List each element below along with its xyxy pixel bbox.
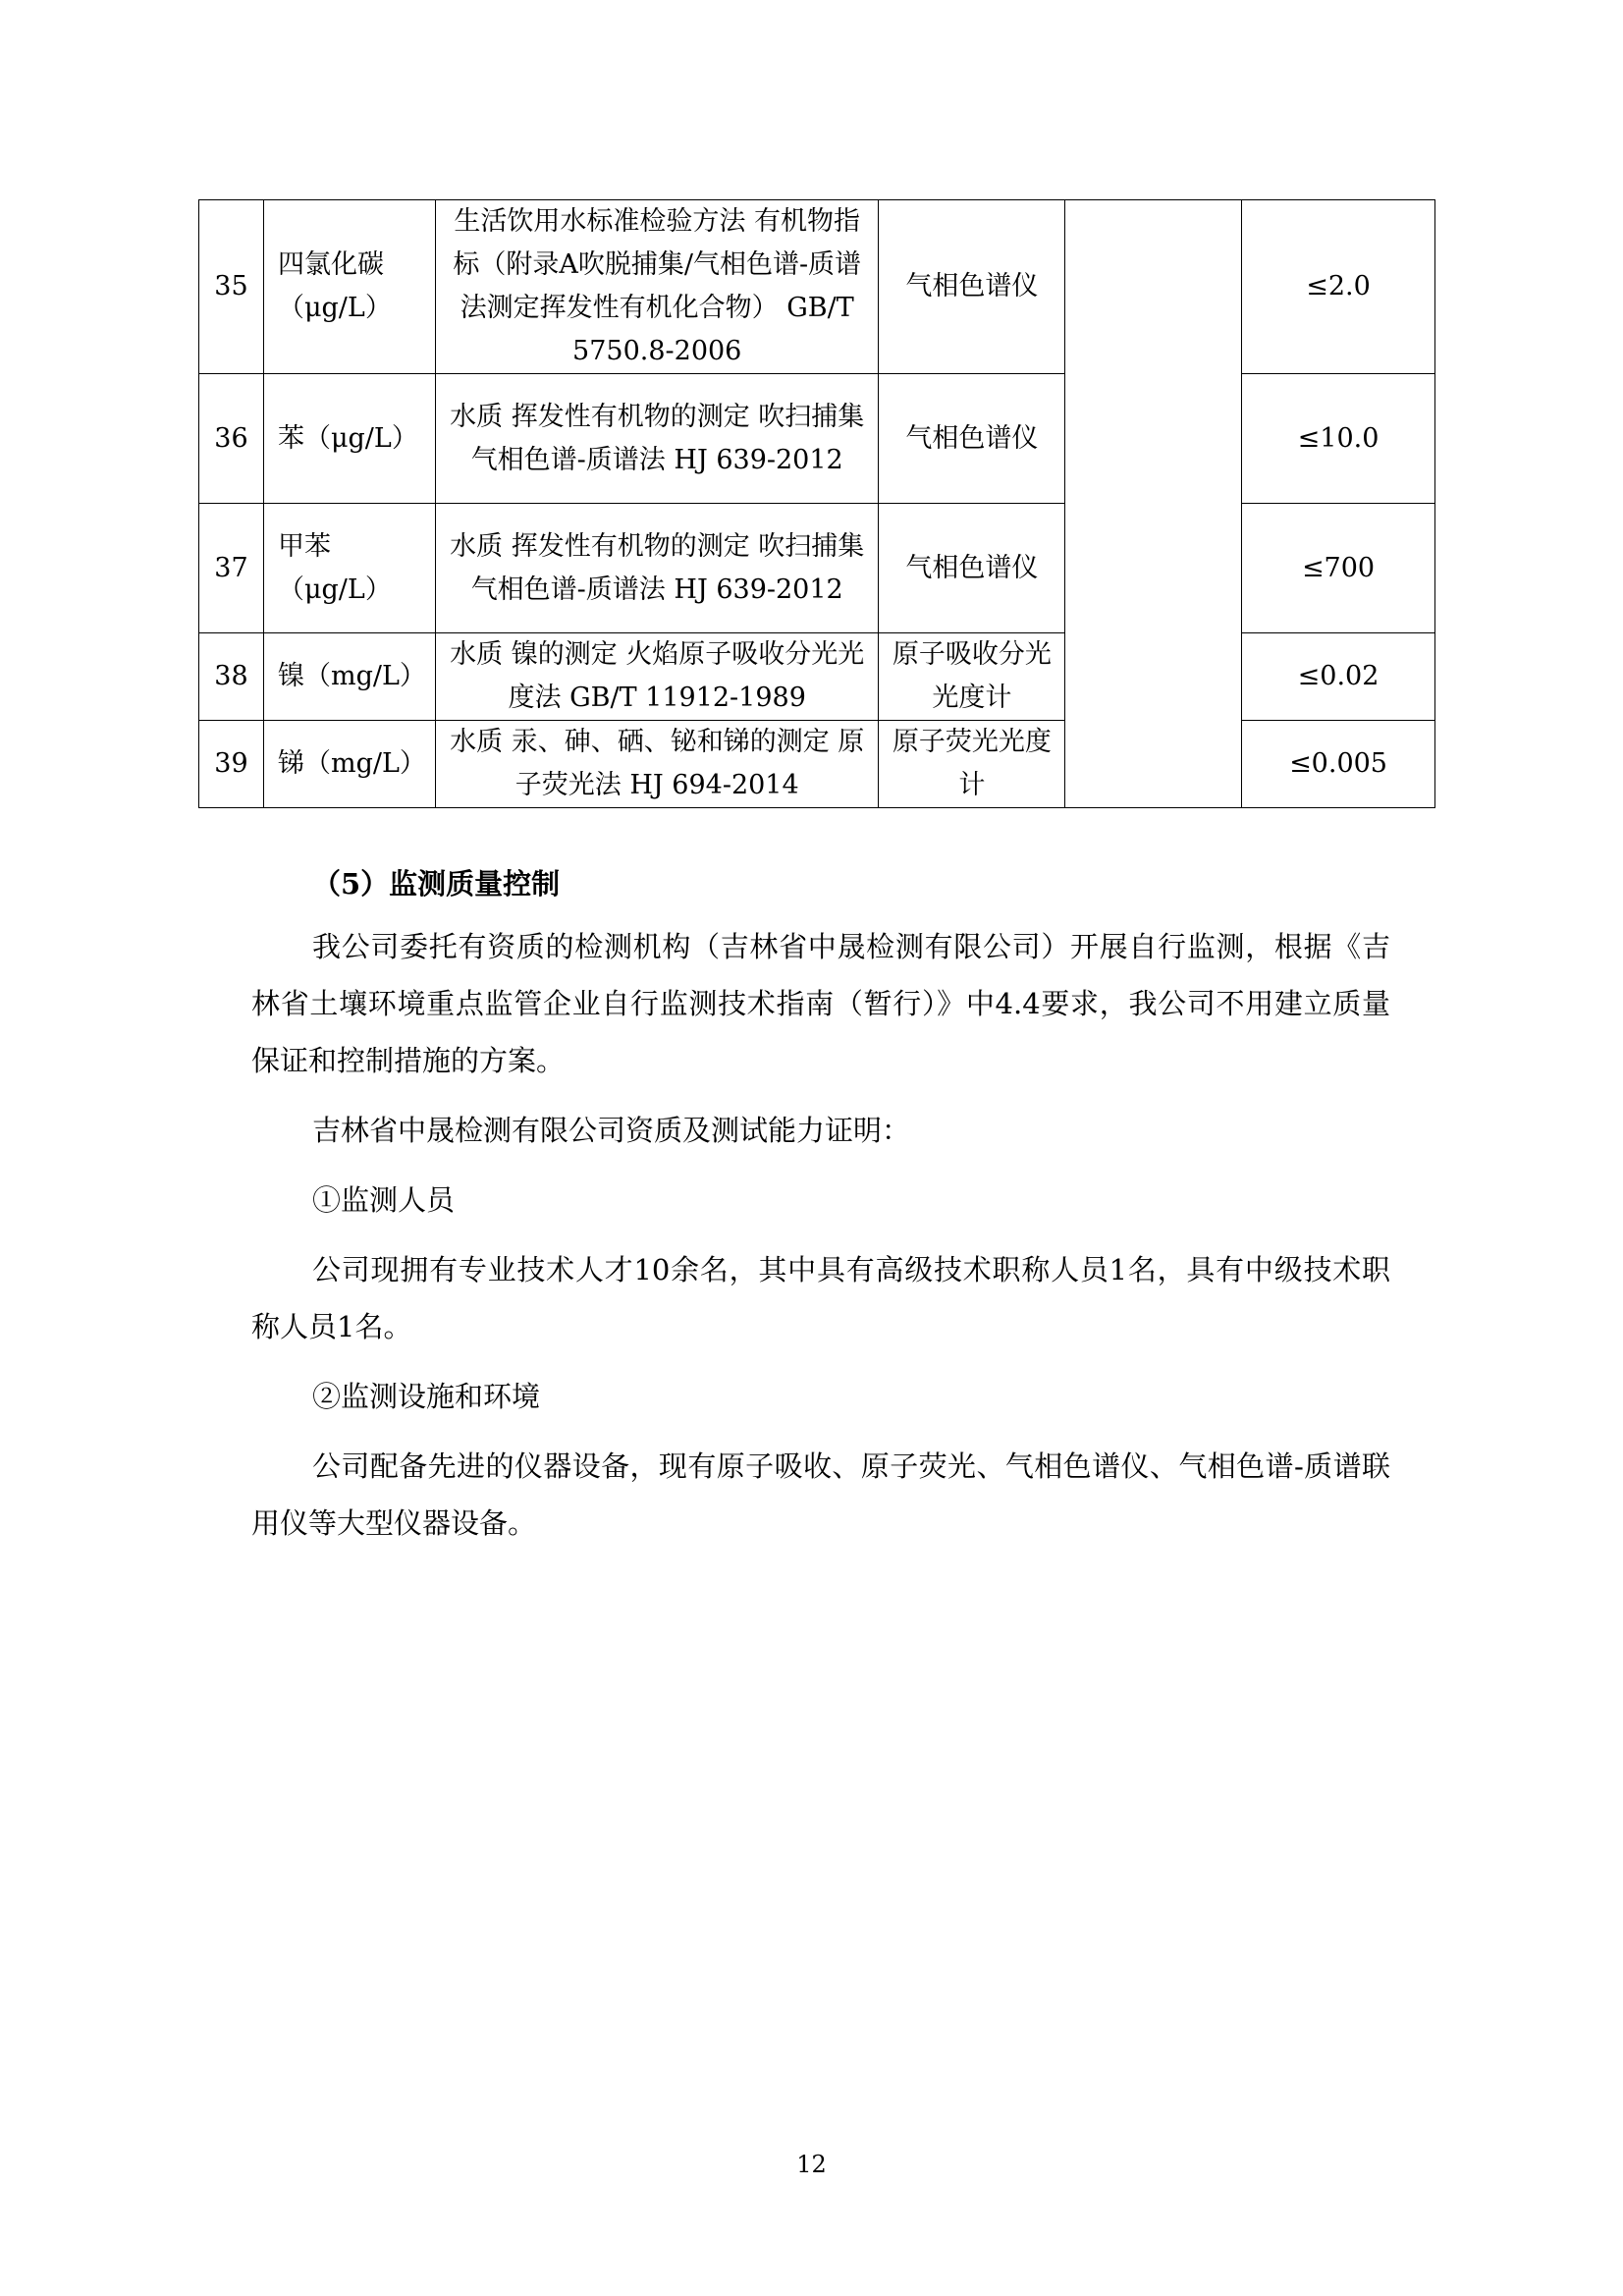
table-row — [199, 633, 1435, 721]
paragraph: 公司现拥有专业技术人才10余名，其中具有高级技术职称人员1名，具有中级技术职称人员1名。 — [251, 1253, 1390, 1343]
parameter-name — [263, 633, 435, 721]
instrument: 原子荧光光度计 — [879, 721, 1065, 808]
row-number: 36 — [199, 374, 264, 504]
analysis-method: 水质 挥发性有机物的测定 吹扫捕集气相色谱-质谱法 HJ 639-2012 — [435, 504, 879, 633]
paragraph: 我公司委托有资质的检测机构（吉林省中晟检测有限公司）开展自行监测，根据《吉林省土壤环境重点监管企业自行监测技术指南（暂行）》中4.4要求，我公司不用建立质量保证和控制措施的方案。 — [251, 930, 1390, 1077]
section-body — [251, 918, 1390, 1564]
parameter-name-line: 镍（mg/L） — [277, 661, 426, 691]
limit-value: ≤2.0 — [1242, 200, 1435, 374]
merged-blank-cell — [1065, 200, 1242, 808]
parameter-name — [263, 504, 435, 633]
paragraph: 吉林省中晟检测有限公司资质及测试能力证明： — [312, 1114, 911, 1147]
instrument: 原子吸收分光光度计 — [879, 633, 1065, 721]
analysis-method: 水质 镍的测定 火焰原子吸收分光光度法 GB/T 11912-1989 — [435, 633, 879, 721]
parameter-name — [263, 374, 435, 504]
row-number: 37 — [199, 504, 264, 633]
paragraph: ②监测设施和环境 — [312, 1380, 541, 1413]
instrument: 气相色谱仪 — [879, 504, 1065, 633]
parameter-name — [263, 200, 435, 374]
page-number: 12 — [796, 2151, 827, 2178]
row-number: 38 — [199, 633, 264, 721]
table-row — [199, 200, 1435, 374]
parameter-name-line: 四氯化碳 — [277, 249, 384, 280]
parameter-name — [263, 721, 435, 808]
analysis-method: 生活饮用水标准检验方法 有机物指标（附录A吹脱捕集/气相色谱-质谱法测定挥发性有机化合物） GB/T 5750.8-2006 — [435, 200, 879, 374]
row-number: 39 — [199, 721, 264, 808]
table-row — [199, 374, 1435, 504]
limit-value: ≤10.0 — [1242, 374, 1435, 504]
limit-value: ≤0.005 — [1242, 721, 1435, 808]
limit-value: ≤0.02 — [1242, 633, 1435, 721]
parameter-name-line: 苯（μg/L） — [277, 422, 418, 454]
paragraph: 公司配备先进的仪器设备，现有原子吸收、原子荧光、气相色谱仪、气相色谱-质谱联用仪等大型仪器设备。 — [251, 1449, 1390, 1540]
paragraph: ①监测人员 — [312, 1183, 456, 1217]
row-number: 35 — [199, 200, 264, 374]
parameter-name-line: 甲苯 — [277, 530, 331, 562]
instrument: 气相色谱仪 — [879, 374, 1065, 504]
parameter-unit-line: （μg/L） — [277, 574, 392, 605]
limit-value: ≤700 — [1242, 504, 1435, 633]
monitoring-methods-table — [198, 199, 1435, 808]
analysis-method: 水质 挥发性有机物的测定 吹扫捕集气相色谱-质谱法 HJ 639-2012 — [435, 374, 879, 504]
section-heading: （5）监测质量控制 — [312, 867, 561, 901]
table-row — [199, 721, 1435, 808]
analysis-method: 水质 汞、砷、硒、铋和锑的测定 原子荧光法 HJ 694-2014 — [435, 721, 879, 808]
instrument: 气相色谱仪 — [879, 200, 1065, 374]
parameter-name-line: 锑（mg/L） — [277, 748, 426, 779]
table-row — [199, 504, 1435, 633]
parameter-unit-line: （μg/L） — [277, 293, 392, 323]
